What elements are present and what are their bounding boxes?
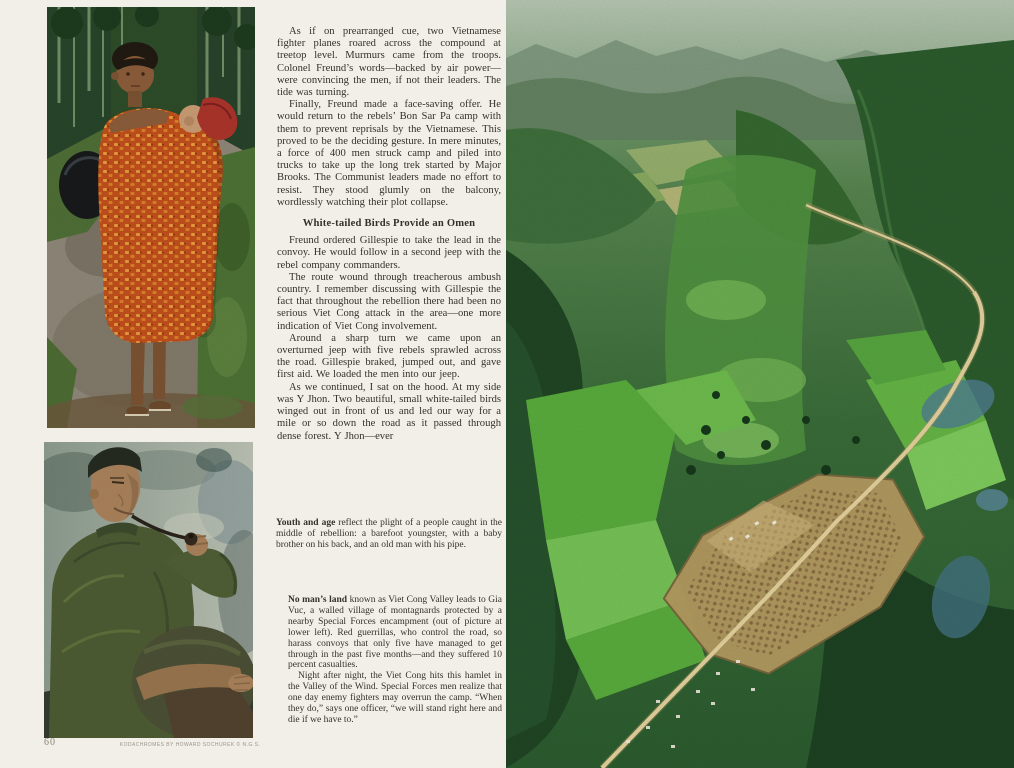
caption-paragraph: Night after night, the Viet Cong hits this hamlet in the Valley of the Wind. Special Forces men realize that one day enemy fighters may overrun the camp. “When they do,” says one officer, “we will stand right here and die if we have to.” <box>288 671 502 725</box>
film-grain-overlay <box>47 7 255 428</box>
section-heading: White-tailed Birds Provide an Omen <box>302 218 476 230</box>
caption-lead: Youth and age <box>276 518 336 528</box>
caption-text: known as Viet Cong Valley leads to Gia Vuc, a walled village of montagnards protected by a nearby Special Forces encampment (out of picture at lower left). Red guerrillas, who control the road, so harass convoys that only five have managed to get through in the past five months—and they suffered 10 percent casualties. <box>288 595 502 671</box>
paragraph: Finally, Freund made a face-saving offer. He would return to the rebels’ Bon Sar Pa camp with them to prevent reprisals by the Vietnamese. This proved to be the deciding gesture. In mere minutes, a force of 400 men struck camp and piled into trucks to take up the long trek started by Major Brooks. The Communist leaders made no effort to resist. They stood glumly on the balcony, wordlessly watching their plot collapse. <box>277 99 501 208</box>
photo-viet-cong-valley-aerial <box>506 0 1014 768</box>
caption-lead: No man’s land <box>288 595 348 605</box>
paragraph: The route wound through treacherous ambush country. I remember discussing with Gillespie the fact that throughout the rebellion there had been no serious Viet Cong attack in the area—one more indication of Viet Cong involvement. <box>277 271 501 332</box>
paragraph: As we continued, I sat on the hood. At my side was Y Jhon. Two beautiful, small white-tailed birds winged out in front of us and led our way for a mile or so down the road as it passed through dense forest. Y Jhon—ever <box>277 381 501 442</box>
photo-credit: KODACHROMES BY HOWARD SOCHUREK © N.G.S. <box>119 742 261 748</box>
caption-no-mans-land <box>288 595 502 726</box>
page-number: 60 <box>44 737 56 748</box>
paragraph: Around a sharp turn we came upon an overturned jeep with five rebels sprawled across the road. Gillespie braked, jumped out, and gave first aid. We loaded the men into our jeep. <box>277 332 501 381</box>
photo-old-man-pipe <box>44 442 253 738</box>
paragraph: As if on prearranged cue, two Vietnamese fighter planes roared across the compound at treetop level. Murmurs came from the troops. Colonel Freund’s words—backed by air power—were convincing the men, if not their leaders. The tide was turning. <box>277 26 501 99</box>
man-photo-art <box>44 442 253 738</box>
boy-photo-art <box>47 7 255 428</box>
caption-paragraph <box>288 595 502 671</box>
caption-paragraph <box>276 518 502 551</box>
paragraph: Freund ordered Gillespie to take the lead in the convoy. He would follow in a second jeep with the rebel company commanders. <box>277 235 501 271</box>
caption-text: reflect the plight of a people caught in the middle of rebellion: a barefoot youngster, with a baby brother on his back, and an old man with his pipe. <box>276 518 502 550</box>
film-grain-overlay <box>44 442 253 738</box>
article-body <box>277 26 501 443</box>
photo-boy-with-baby <box>47 7 255 428</box>
valley-photo-art <box>506 0 1014 768</box>
film-grain-overlay <box>506 0 1014 768</box>
caption-youth-and-age <box>276 518 502 551</box>
